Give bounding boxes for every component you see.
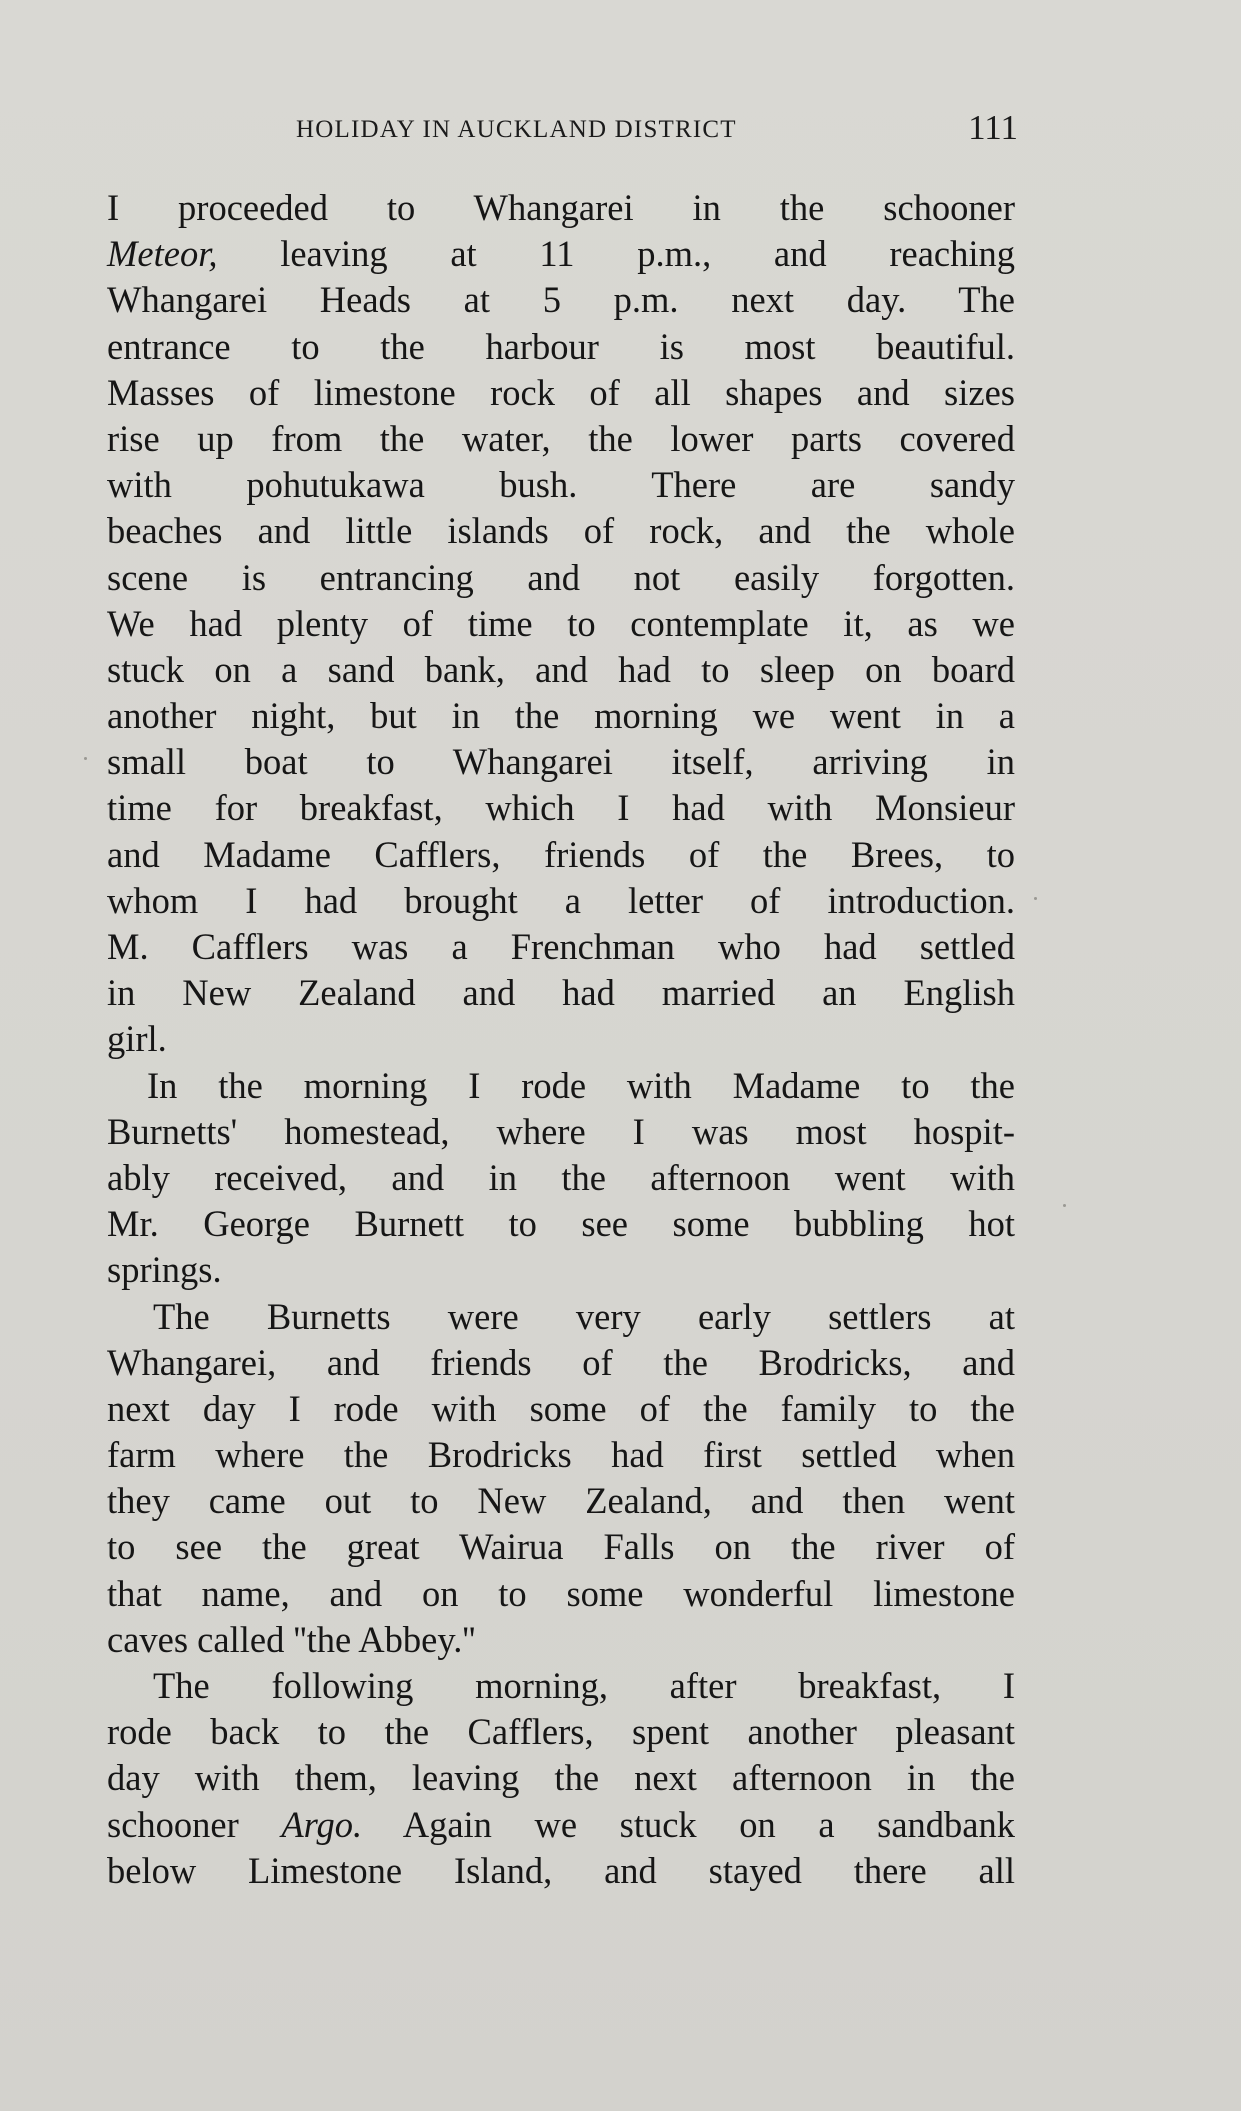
text-line: Whangarei, and friends of the Brodricks, and — [107, 1341, 1015, 1383]
text-line: springs. — [107, 1249, 222, 1291]
text-line: In the morning I rode with Madame to the — [147, 1064, 1015, 1106]
text-line: Burnetts' homestead, where I was most hospit- — [107, 1110, 1015, 1152]
text-line: and Madame Cafflers, friends of the Brees, to — [107, 833, 1015, 875]
text-line: ably received, and in the afternoon went with — [107, 1156, 1015, 1198]
text-line: The following morning, after breakfast, I — [153, 1665, 1015, 1706]
text-line: scene is entrancing and not easily forgotten. — [107, 556, 1015, 598]
text-line: farm where the Brodricks had first settled when — [107, 1434, 1015, 1476]
text-line: that name, and on to some wonderful limestone — [107, 1572, 1015, 1614]
body-text — [107, 185, 1015, 1894]
text-line: schooner Argo. Again we stuck on a sandbank — [107, 1803, 1015, 1845]
text-line: The Burnetts were very early settlers at — [153, 1295, 1015, 1337]
text-line: caves called ''the Abbey.'' — [107, 1618, 476, 1660]
text-line: rise up from the water, the lower parts covered — [107, 417, 1015, 459]
text-line: Whangarei Heads at 5 p.m. next day. The — [107, 279, 1015, 321]
text-line: they came out to New Zealand, and then went — [107, 1480, 1015, 1522]
text-line: Meteor, leaving at 11 p.m., and reaching — [107, 233, 1015, 275]
text-line: day with them, leaving the next afternoon in the — [107, 1757, 1015, 1799]
text-line: in New Zealand and had married an English — [107, 972, 1015, 1014]
text-line: another night, but in the morning we went in a — [107, 695, 1015, 737]
text-line: rode back to the Cafflers, spent another pleasant — [107, 1711, 1015, 1753]
text-line: stuck on a sand bank, and had to sleep on board — [107, 648, 1015, 690]
text-line: We had plenty of time to contemplate it, as we — [107, 602, 1015, 644]
text-line: beaches and little islands of rock, and the whole — [107, 510, 1015, 552]
text-line: with pohutukawa bush. There are sandy — [107, 464, 1015, 506]
text-line: M. Cafflers was a Frenchman who had settled — [107, 926, 1015, 967]
text-line: small boat to Whangarei itself, arriving in — [107, 741, 1015, 783]
text-line: entrance to the harbour is most beautiful. — [107, 325, 1015, 367]
paper-speck — [1034, 897, 1037, 900]
paper-speck — [1063, 1204, 1066, 1207]
page-number: 111 — [968, 108, 1018, 147]
text-line: below Limestone Island, and stayed there all — [107, 1849, 1015, 1891]
running-title: HOLIDAY IN AUCKLAND DISTRICT — [296, 116, 737, 143]
running-head — [108, 108, 1018, 152]
text-line: I proceeded to Whangarei in the schooner — [107, 187, 1015, 228]
paper-speck — [84, 757, 87, 760]
text-line: to see the great Wairua Falls on the river of — [107, 1526, 1015, 1568]
text-line: whom I had brought a letter of introduction. — [107, 879, 1015, 921]
text-line: Mr. George Burnett to see some bubbling hot — [107, 1203, 1015, 1245]
text-line: time for breakfast, which I had with Monsieur — [107, 787, 1015, 829]
text-line: girl. — [107, 1018, 167, 1060]
text-line: next day I rode with some of the family to the — [107, 1387, 1015, 1429]
text-line: Masses of limestone rock of all shapes and sizes — [107, 371, 1015, 413]
